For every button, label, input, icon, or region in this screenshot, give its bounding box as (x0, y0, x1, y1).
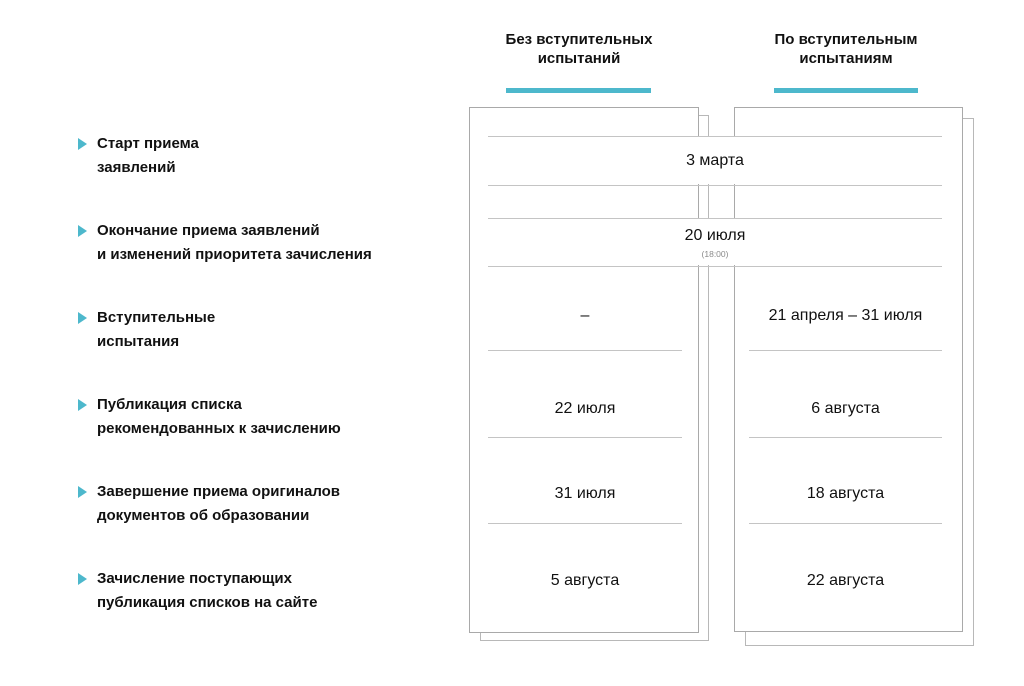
column-header-with-exams (736, 30, 956, 68)
row-end-value: 20 июля (684, 227, 746, 244)
triangle-right-icon (78, 138, 87, 150)
row-publication-value-right: 6 августа (811, 400, 880, 417)
triangle-right-icon (78, 399, 87, 411)
column-header-line2: испытаний (537, 50, 621, 67)
divider-left-2 (488, 437, 682, 438)
label-line2: заявлений (97, 159, 176, 176)
triangle-right-icon (78, 486, 87, 498)
label-line2: публикация списков на сайте (97, 594, 318, 611)
divider-left-3 (488, 523, 682, 524)
triangle-right-icon (78, 225, 87, 237)
divider-shared-4 (488, 266, 942, 267)
divider-right-1 (749, 350, 942, 351)
label-line2: документов об образовании (97, 507, 310, 524)
column-header-line1: По вступительным (774, 31, 918, 48)
triangle-right-icon (78, 312, 87, 324)
divider-shared-2 (488, 185, 942, 186)
row-exams-value-left: – (580, 307, 590, 324)
row-exams-value-right: 21 апреля – 31 июля (768, 307, 923, 324)
label-line1: Вступительные (97, 309, 216, 326)
accent-bar-right (774, 88, 918, 93)
accent-bar-left (506, 88, 651, 93)
label-line2: рекомендованных к зачислению (97, 420, 341, 437)
row-start-value: 3 марта (686, 152, 744, 169)
row-enrollment-value-left: 5 августа (550, 572, 620, 589)
label-line1: Завершение приема оригиналов (97, 483, 341, 500)
label-line1: Окончание приема заявлений (97, 222, 320, 239)
row-publication-value-left: 22 июля (554, 400, 616, 417)
row-originals-value-left: 31 июля (554, 485, 616, 502)
label-line2: и изменений приоритета зачисления (97, 246, 372, 263)
divider-right-3 (749, 523, 942, 524)
column-header-line1: Без вступительных (505, 31, 653, 48)
label-line2: испытания (97, 333, 180, 350)
row-end-time-note: (18:00) (701, 249, 729, 259)
column-header-line2: испытаниям (799, 50, 893, 67)
divider-right-2 (749, 437, 942, 438)
label-line1: Публикация списка (97, 396, 242, 413)
divider-left-1 (488, 350, 682, 351)
triangle-right-icon (78, 573, 87, 585)
label-line1: Старт приема (97, 135, 199, 152)
column-header-without-exams (469, 30, 689, 68)
label-line1: Зачисление поступающих (97, 570, 292, 587)
row-originals-value-right: 18 августа (806, 485, 885, 502)
row-enrollment-value-right: 22 августа (806, 572, 885, 589)
